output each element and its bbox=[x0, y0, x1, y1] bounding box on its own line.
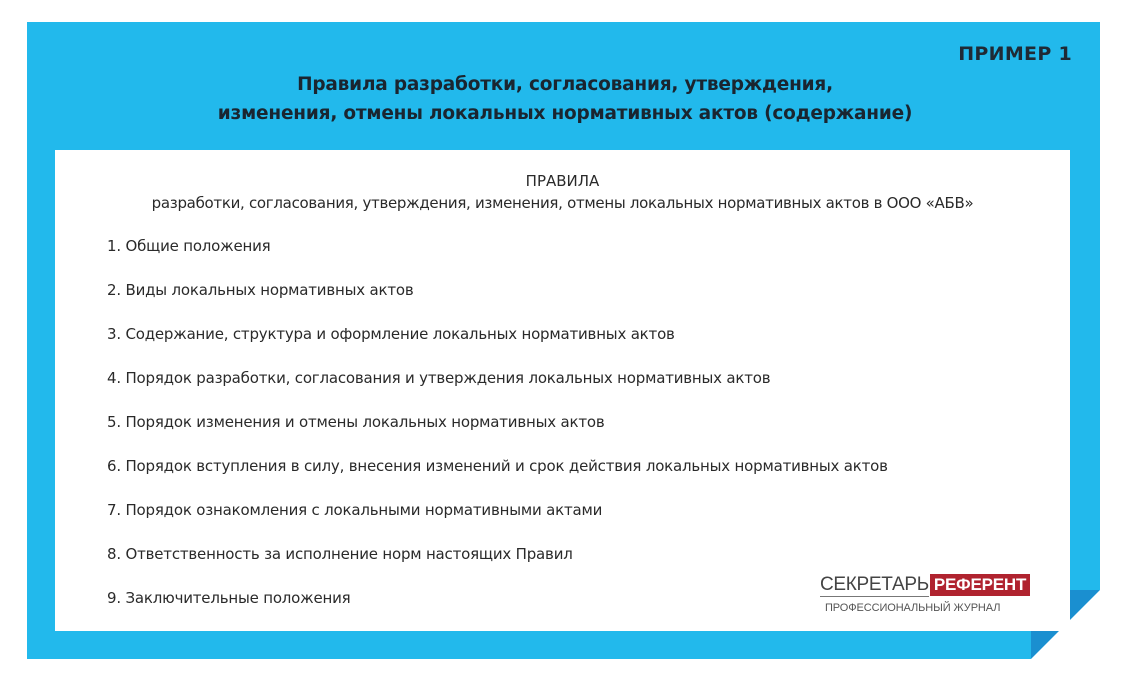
example-label: ПРИМЕР 1 bbox=[958, 43, 1072, 65]
logo-word-secretary: СЕКРЕТАРЬ bbox=[820, 574, 929, 595]
toc-item: 7. Порядок ознакомления с локальными нормативными актами bbox=[107, 501, 603, 519]
toc-item: 9. Заключительные положения bbox=[107, 589, 351, 607]
logo-wordmark bbox=[820, 574, 1030, 598]
toc-item: 4. Порядок разработки, согласования и утверждения локальных нормативных актов bbox=[107, 369, 771, 387]
toc-item: 5. Порядок изменения и отмены локальных нормативных актов bbox=[107, 413, 605, 431]
toc-item: 3. Содержание, структура и оформление локальных нормативных актов bbox=[107, 325, 675, 343]
page-title-line-1: Правила разработки, согласования, утверждения, bbox=[297, 74, 833, 95]
page-title-line-2: изменения, отмены локальных нормативных актов (содержание) bbox=[217, 103, 913, 124]
toc-item: 8. Ответственность за исполнение норм настоящих Правил bbox=[107, 545, 573, 563]
document-sheet bbox=[55, 150, 1070, 631]
logo-word-referent: РЕФЕРЕНТ bbox=[930, 574, 1030, 596]
page-title bbox=[140, 70, 990, 128]
table-of-contents bbox=[107, 236, 888, 632]
document-subheading: разработки, согласования, утверждения, изменения, отмены локальных нормативных актов в ООО «АБВ» bbox=[151, 194, 974, 212]
toc-item: 1. Общие положения bbox=[107, 237, 271, 255]
logo-tagline: ПРОФЕССИОНАЛЬНЫЙ ЖУРНАЛ bbox=[825, 602, 1001, 614]
magazine-logo bbox=[820, 574, 1027, 624]
document-heading: ПРАВИЛА bbox=[525, 172, 600, 190]
toc-item: 6. Порядок вступления в силу, внесения изменений и срок действия локальных нормативных актов bbox=[107, 457, 888, 475]
toc-item: 2. Виды локальных нормативных актов bbox=[107, 281, 414, 299]
